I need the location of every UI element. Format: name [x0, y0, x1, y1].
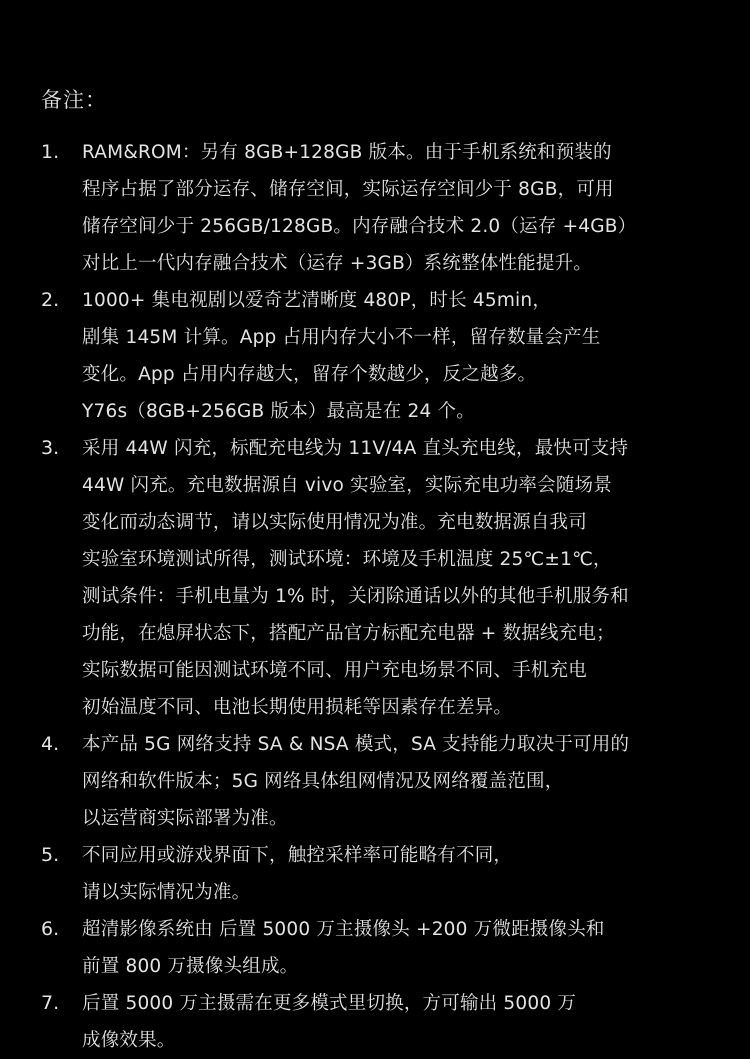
- note-line: 实验室环境测试所得，测试环境：环境及手机温度 25℃±1℃，: [82, 549, 612, 570]
- note-number: 2.: [41, 289, 60, 311]
- note-line: 初始温度不同、电池长期使用损耗等因素存在差异。: [82, 697, 513, 718]
- note-line: 本产品 5G 网络支持 SA & NSA 模式，SA 支持能力取决于可用的: [82, 734, 630, 755]
- note-line: 网络和软件版本；5G 网络具体组网情况及网络覆盖范围，: [82, 771, 564, 792]
- note-line: 变化。App 占用内存越大，留存个数越少，反之越多。: [82, 364, 537, 385]
- note-line: 实际数据可能因测试环境不同、用户充电场景不同、手机充电: [82, 660, 587, 681]
- note-line: 功能，在熄屏状态下，搭配产品官方标配充电器 + 数据线充电；: [82, 623, 615, 644]
- note-number: 6.: [41, 918, 60, 940]
- note-line: 1000+ 集电视剧以爱奇艺清晰度 480P，时长 45min，: [82, 290, 552, 311]
- note-line: 测试条件：手机电量为 1% 时，关闭除通话以外的其他手机服务和: [82, 586, 629, 607]
- notes-title: 备注：: [41, 88, 107, 112]
- note-line: 采用 44W 闪充，标配充电线为 11V/4A 直头充电线，最快可支持: [82, 438, 629, 459]
- note-line: RAM&ROM：另有 8GB+128GB 版本。由于手机系统和预装的: [82, 142, 612, 163]
- note-line: Y76s（8GB+256GB 版本）最高是在 24 个。: [82, 401, 475, 422]
- note-line: 成像效果。: [82, 1030, 176, 1051]
- note-line: 储存空间少于 256GB/128GB。内存融合技术 2.0（运存 +4GB）: [82, 216, 637, 237]
- note-number: 7.: [41, 992, 60, 1014]
- note-line: 后置 5000 万主摄需在更多模式里切换，方可输出 5000 万: [82, 993, 577, 1014]
- note-line: 请以实际情况为准。: [82, 882, 251, 903]
- note-line: 剧集 145M 计算。App 占用内存大小不一样，留存数量会产生: [82, 327, 601, 348]
- note-line: 以运营商实际部署为准。: [82, 808, 288, 829]
- note-number: 4.: [41, 733, 60, 755]
- note-number: 3.: [41, 437, 60, 459]
- note-line: 不同应用或游戏界面下，触控采样率可能略有不同，: [82, 845, 513, 866]
- note-line: 前置 800 万摄像头组成。: [82, 956, 299, 977]
- note-line: 44W 闪充。充电数据源自 vivo 实验室，实际充电功率会随场景: [82, 475, 612, 496]
- note-number: 5.: [41, 844, 60, 866]
- note-line: 程序占据了部分运存、储存空间，实际运存空间少于 8GB，可用: [82, 179, 614, 200]
- note-line: 超清影像系统由 后置 5000 万主摄像头 +200 万微距摄像头和: [82, 919, 605, 940]
- note-line: 对比上一代内存融合技术（运存 +3GB）系统整体性能提升。: [82, 253, 592, 274]
- note-number: 1.: [41, 141, 60, 163]
- note-line: 变化而动态调节，请以实际使用情况为准。充电数据源自我司: [82, 512, 587, 533]
